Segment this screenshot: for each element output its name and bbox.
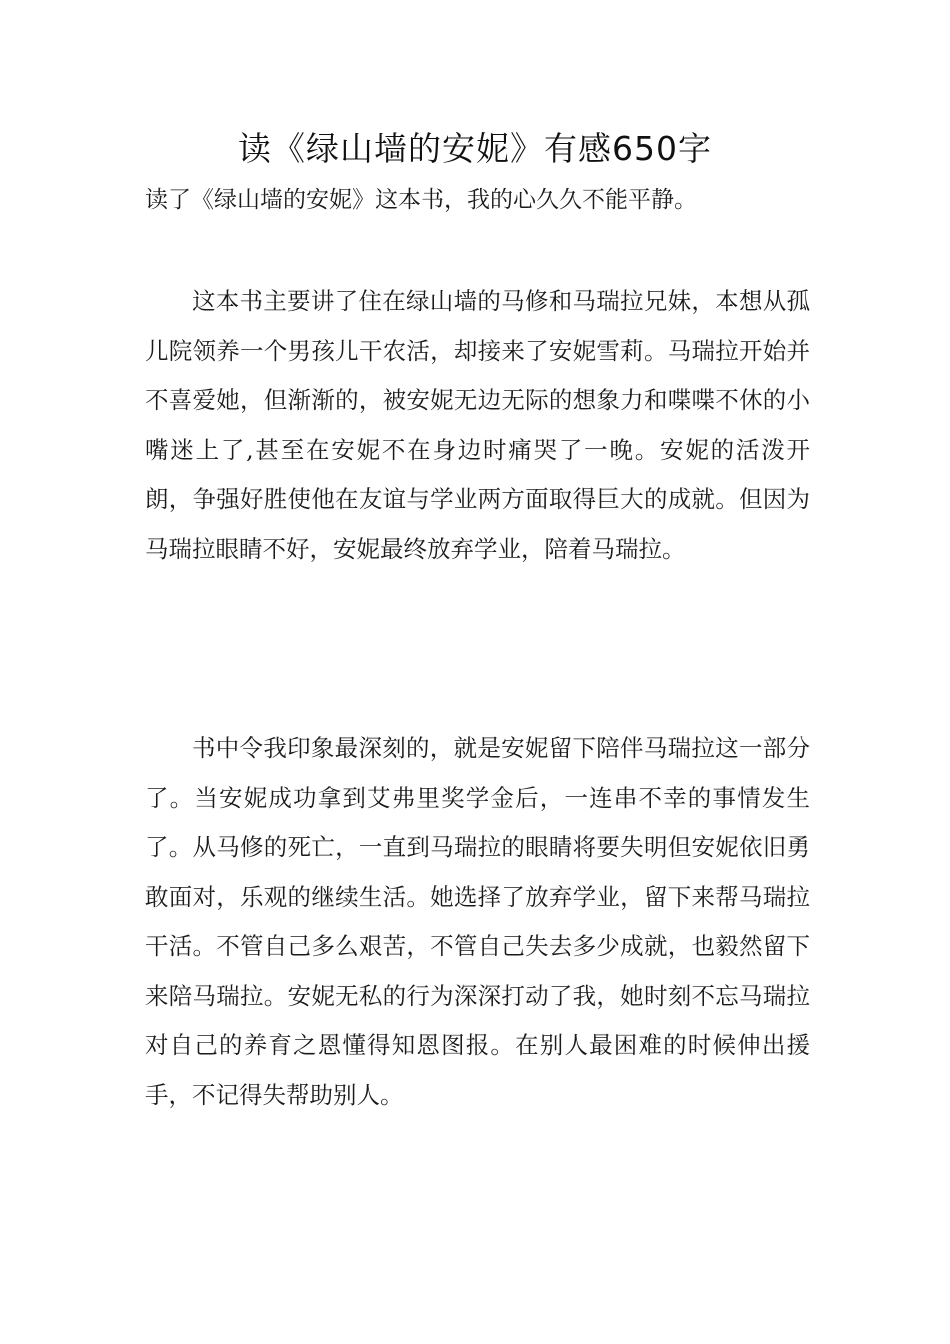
document-title: 读《绿山墙的安妮》有感650字	[238, 129, 712, 168]
body-paragraph: 这本书主要讲了住在绿山墙的马修和马瑞拉兄妹，本想从孤儿院领养一个男孩儿干农活，却接来了安妮雪莉。马瑞拉开始并不喜爱她，但渐渐的，被安妮无边无际的想象力和喋喋不休的小嘴迷上了,甚至在安妮不在身边时痛哭了一晚。安妮的活泼开朗，争强好胜使他在友谊与学业两方面取得巨大的成就。但因为马瑞拉眼睛不好，安妮最终放弃学业，陪着马瑞拉。	[145, 287, 810, 563]
intro-line: 读了《绿山墙的安妮》这本书，我的心久久不能平静。	[145, 187, 697, 213]
body-paragraph: 书中令我印象最深刻的，就是安妮留下陪伴马瑞拉这一部分了。当安妮成功拿到艾弗里奖学金后，一连串不幸的事情发生了。从马修的死亡，一直到马瑞拉的眼睛将要失明但安妮依旧勇敢面对，乐观的继续生活。她选择了放弃学业，留下来帮马瑞拉干活。不管自己多么艰苦，不管自己失去多少成就，也毅然留下来陪马瑞拉。安妮无私的行为深深打动了我，她时刻不忘马瑞拉对自己的养育之恩懂得知恩图报。在别人最困难的时候伸出援手，不记得失帮助别人。	[145, 734, 810, 1109]
